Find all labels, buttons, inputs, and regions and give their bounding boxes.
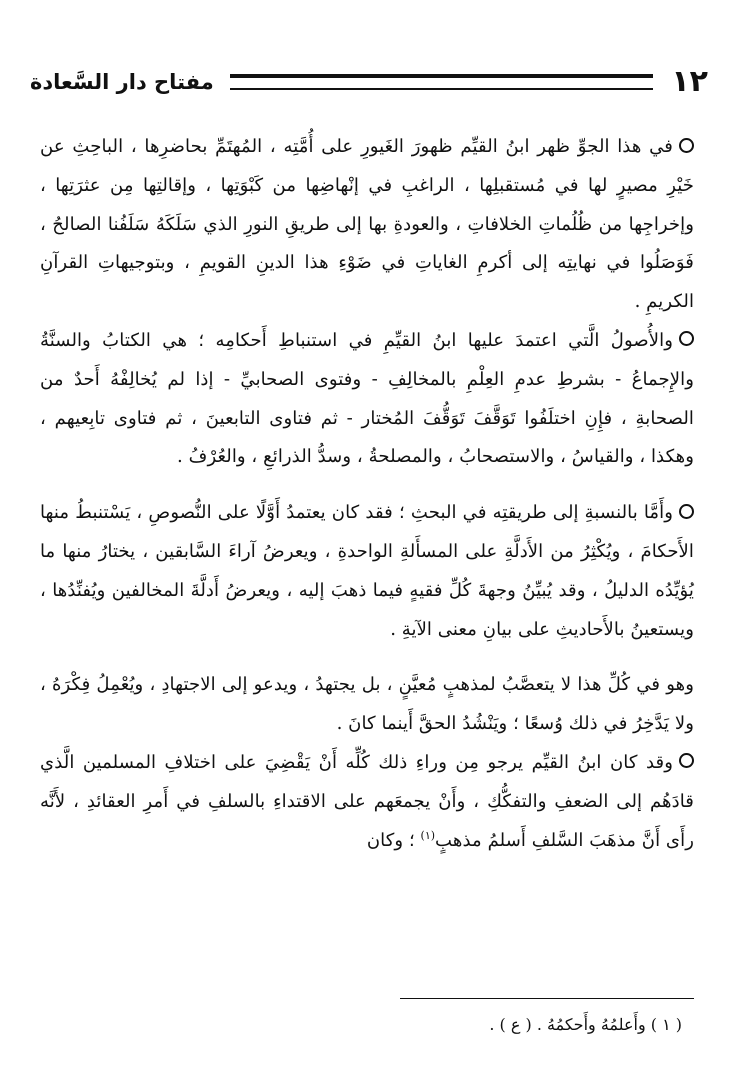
paragraph-text: وهو في كُلِّ هذا لا يتعصَّبُ لمذهبٍ مُعيَّنٍ ، بل يجتهدُ ، ويدعو إلى الاجتهادِ ، ويُعْمِلُ فِكْرَهُ ، ولا يَدَّخِرُ في ذلك وُسعًا ؛ ويَنْشُدُ الحقَّ أَينما كانَ . [40, 674, 694, 735]
paragraph [40, 666, 694, 744]
paragraph [40, 494, 694, 649]
footnote-reference[interactable]: (١) [420, 828, 436, 842]
footnote: ( ١ ) وأَعلمُهُ وأَحكمُهُ . ( ع ) . [489, 1015, 682, 1034]
paragraph [40, 322, 694, 477]
header-rule [230, 74, 654, 90]
paragraph-bullet-icon [679, 504, 694, 519]
footnote-divider [400, 998, 694, 999]
book-title: مفتاح دار السَّعادة [30, 70, 214, 94]
running-header [30, 62, 708, 102]
paragraph [40, 744, 694, 860]
paragraph-text-continuation: ؛ وكان [366, 829, 415, 851]
paragraph [40, 128, 694, 322]
paragraph-bullet-icon [679, 753, 694, 768]
paragraph-bullet-icon [679, 331, 694, 346]
paragraph-text: وأَمَّا بالنسبةِ إلى طريقتِه في البحثِ ؛ فقد كان يعتمدُ أَوَّلًا على النُّصوصِ ، يَسْتنبطُ منها الأَحكامَ ، ويُكْثِرُ من الأَدلَّةِ على المسأَلةِ الواحدةِ ، ويعرضُ آراءَ السَّابقين ، يختارُ منها ما يُؤيِّدُه الدليلُ ، وقد يُبيِّنُ وجهةَ كُلِّ فقيهٍ فيما ذهبَ إليه ، ويعرضُ أَدلَّةَ المخالفين ويُفنِّدُها ، ويستعينُ بالأَحاديثِ على بيانِ معنى الآيةِ . [40, 502, 694, 640]
paragraph-bullet-icon [679, 138, 694, 153]
paragraph-text: وقد كان ابنُ القيِّم يرجو مِن وراءِ ذلك كُلِّه أَنْ يَقْضِيَ على اختلافِ المسلمين الَّذي قادَهُم إلى الضعفِ والتفكُّكِ ، وأَنْ يجمعَهم على الاقتداءِ بالسلفِ في أَمرِ العقائدِ ، لأَنَّه رأَى أَنَّ مذهَبَ السَّلفِ أَسلمُ مذهبٍ [40, 751, 694, 851]
page-number: ١٢ [671, 64, 708, 99]
body-text [40, 128, 694, 860]
paragraph-text: والأُصولُ الَّتي اعتمدَ عليها ابنُ القيِّمِ في استنباطِ أَحكامِه ؛ هي الكتابُ والسنَّةُ والإِجماعُ - بشرطِ عدمِ العِلْمِ بالمخالِفِ - وفتوى الصحابيِّ - إذا لم يُخالِفْهُ أَحدٌ من الصحابةِ ، فإِنِ اختلَفُوا تَوَقَّفَ تَوَقُّفَ المُختار - ثم فتاوى التابعينَ ، ثم فتاوى تابِعيهم ، وهكذا ، والقياسُ ، والاستصحابُ ، والمصلحةُ ، وسدُّ الذرائعِ ، والعُرْفُ . [40, 329, 694, 468]
paragraph-text: في هذا الجوِّ ظهر ابنُ القيِّم ظهورَ الغَيورِ على أُمَّتِه ، المُهتَمِّ بحاضرِها ، الباحِثِ عن خَيْرِ مصيرٍ لها في مُستقبلِها ، الراغبِ في إنْهاضِها من كَبْوَتِها ، وإقالتِها مِن عثرَتِها ، وإخراجِها من ظُلُماتِ الخلافاتِ ، والعودةِ بها إلى طريقِ النورِ الذي سَلَكَهُ سَلَفُنا الصالحُ ، فَوَصَلُوا في نهايتِه إلى أكرمِ الغاياتِ في ضَوْءِ هذا الدينِ القويمِ ، وبتوجيهاتِ القرآنِ الكريمِ . [40, 136, 694, 313]
